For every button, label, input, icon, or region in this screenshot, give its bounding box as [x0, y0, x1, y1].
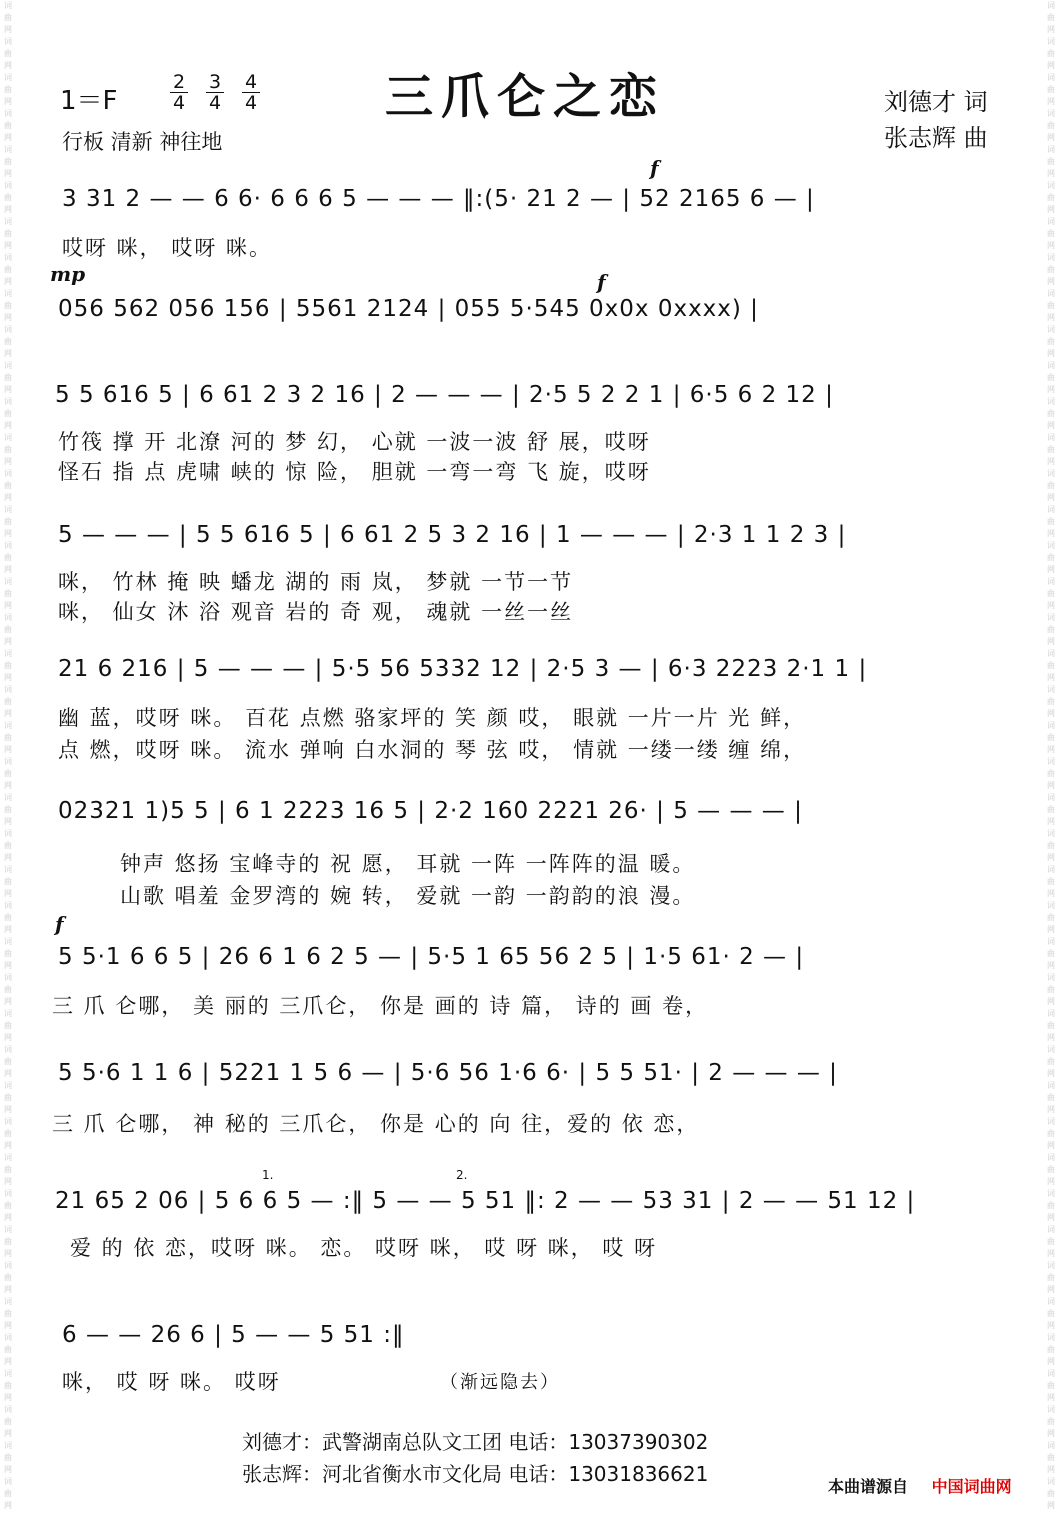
notation-line-4: 5 — — — | 5 5 616 5 | 6 61 2 5 3 2 16 | 1 — — — | 2·3 1 1 2 3 | — [58, 522, 847, 548]
notation-line-5: 21 6 216 | 5 — — — | 5·5 56 5332 12 | 2·5 3 — | 6·3 2223 2·1 1 | — [58, 656, 868, 682]
time-signature-3: 4 4 — [240, 72, 262, 113]
lyrics-line-3a: 竹筏 撑 开 北潦 河的 梦 幻， 心就 一波一波 舒 展，哎呀 — [58, 430, 651, 454]
lyrics-line-10: 咪， 哎 呀 咪。 哎呀 — [62, 1370, 281, 1394]
time-signature-2: 3 4 — [204, 72, 226, 113]
lyrics-line-6b: 山歌 唱羞 金罗湾的 婉 转， 爱就 一韵 一韵韵的浪 漫。 — [120, 884, 696, 908]
dynamic-mezzo-piano: mp — [50, 262, 86, 286]
song-title: 三爪仑之恋 — [385, 69, 666, 125]
lyrics-line-1: 哎呀 咪， 哎呀 咪。 — [62, 236, 273, 260]
lyrics-line-5a: 幽 蓝，哎呀 咪。 百花 点燃 骆家坪的 笑 颜 哎， 眼就 一片一片 光 鲜， — [58, 706, 807, 730]
lyrics-line-5b: 点 燃，哎呀 咪。 流水 弹响 白水洞的 琴 弦 哎， 情就 一缕一缕 缠 绵， — [58, 738, 807, 762]
notation-line-9: 21 65 2 06 | 5 6 6 5 — :‖ 5 — — 5 51 ‖: 2 — — 53 31 | 2 — — 51 12 | — [55, 1188, 916, 1214]
key-signature: 1＝F — [60, 86, 118, 116]
notation-line-2: 056 562 056 156 | 5561 2124 | 055 5·545 0x0x 0xxxx) | — [58, 296, 759, 322]
lyrics-line-4b: 咪， 仙女 沐 浴 观音 岩的 奇 观， 魂就 一丝一丝 — [58, 600, 574, 624]
volta-2: 2. — [456, 1168, 468, 1182]
notation-line-6: 02321 1)5 5 | 6 1 2223 16 5 | 2·2 160 2221 26· | 5 — — — | — [58, 798, 803, 824]
composer-credit: 张志辉 曲 — [884, 124, 988, 152]
notation-line-3: 5 5 616 5 | 6 61 2 3 2 16 | 2 — — — | 2·5 5 2 2 1 | 6·5 6 2 12 | — [55, 382, 834, 408]
contact-composer: 张志辉：河北省衡水市文化局 电话：13031836621 — [242, 1462, 709, 1486]
notation-line-8: 5 5·6 1 1 6 | 5221 1 5 6 — | 5·6 56 1·6 6· | 5 5 51· | 2 — — — | — [58, 1060, 838, 1086]
lyrics-line-7: 三 爪 仑哪， 美 丽的 三爪仑， 你是 画的 诗 篇， 诗的 画 卷， — [52, 994, 709, 1018]
dynamic-forte: f — [650, 156, 659, 180]
source-note: 本曲谱源自 中国词曲网 — [828, 1477, 1012, 1496]
lyrics-line-3b: 怪石 指 点 虎啸 峡的 惊 险， 胆就 一弯一弯 飞 旋，哎呀 — [58, 460, 651, 484]
lyrics-line-4a: 咪， 竹林 掩 映 蟠龙 湖的 雨 岚， 梦就 一节一节 — [58, 570, 574, 594]
notation-line-7: 5 5·1 6 6 5 | 26 6 1 6 2 5 — | 5·5 1 65 56 2 5 | 1·5 61· 2 — | — [58, 944, 805, 970]
contact-lyricist: 刘德才：武警湖南总队文工团 电话：13037390302 — [242, 1430, 709, 1454]
dynamic-forte-2: f — [597, 270, 606, 294]
performance-remark: （渐远隐去） — [440, 1372, 560, 1393]
watermark-left: 词 曲 网 词 曲 网 词 曲 网 词 曲 网 词 曲 网 词 曲 网 词 曲 网 词 曲 网 词 曲 网 词 曲 网 词 曲 网 词 曲 网 词 曲 网 词 曲 网 词 曲 网 词 曲 网 词 曲 网 词 曲 网 词 曲 网 词 曲 网 词 曲 网 词 曲 网 词 曲 网 词 曲 网 词 曲 网 词 曲 网 词 曲 网 词 曲 网 词 曲 网 词 曲 网 词 曲 网 词 曲 网 词 曲 网 词 曲 网 词 曲 网 词 曲 网 词 曲 网 词 曲 网 词 曲 网 词 曲 网 词 曲 网 词 曲 网 — [4, 1, 12, 1510]
dynamic-forte-3: f — [55, 912, 64, 936]
tempo-marking: 行板 清新 神往地 — [62, 130, 223, 154]
lyrics-line-6a: 钟声 悠扬 宝峰寺的 祝 愿， 耳就 一阵 一阵阵的温 暖。 — [120, 852, 696, 876]
volta-1: 1. — [262, 1168, 274, 1182]
lyricist-credit: 刘德才 词 — [884, 88, 988, 116]
lyrics-line-9: 爱 的 依 恋，哎呀 咪。 恋。 哎呀 咪， 哎 呀 咪， 哎 呀 — [70, 1236, 658, 1260]
lyrics-line-8: 三 爪 仑哪， 神 秘的 三爪仑， 你是 心的 向 往，爱的 依 恋， — [52, 1112, 700, 1136]
time-signature-1: 2 4 — [168, 72, 190, 113]
notation-line-1: 3 31 2 — — 6 6· 6 6 6 5 — — — ‖:(5· 21 2 — | 52 2165 6 — | — [62, 186, 815, 212]
watermark-right: 词 曲 网 词 曲 网 词 曲 网 词 曲 网 词 曲 网 词 曲 网 词 曲 网 词 曲 网 词 曲 网 词 曲 网 词 曲 网 词 曲 网 词 曲 网 词 曲 网 词 曲 网 词 曲 网 词 曲 网 词 曲 网 词 曲 网 词 曲 网 词 曲 网 词 曲 网 词 曲 网 词 曲 网 词 曲 网 词 曲 网 词 曲 网 词 曲 网 词 曲 网 词 曲 网 词 曲 网 词 曲 网 词 曲 网 词 曲 网 词 曲 网 词 曲 网 词 曲 网 词 曲 网 词 曲 网 词 曲 网 词 曲 网 词 曲 网 — [1047, 1, 1055, 1510]
source-site-link[interactable]: 中国词曲网 — [931, 1477, 1012, 1496]
notation-line-10: 6 — — 26 6 | 5 — — 5 51 :‖ — [62, 1322, 405, 1348]
